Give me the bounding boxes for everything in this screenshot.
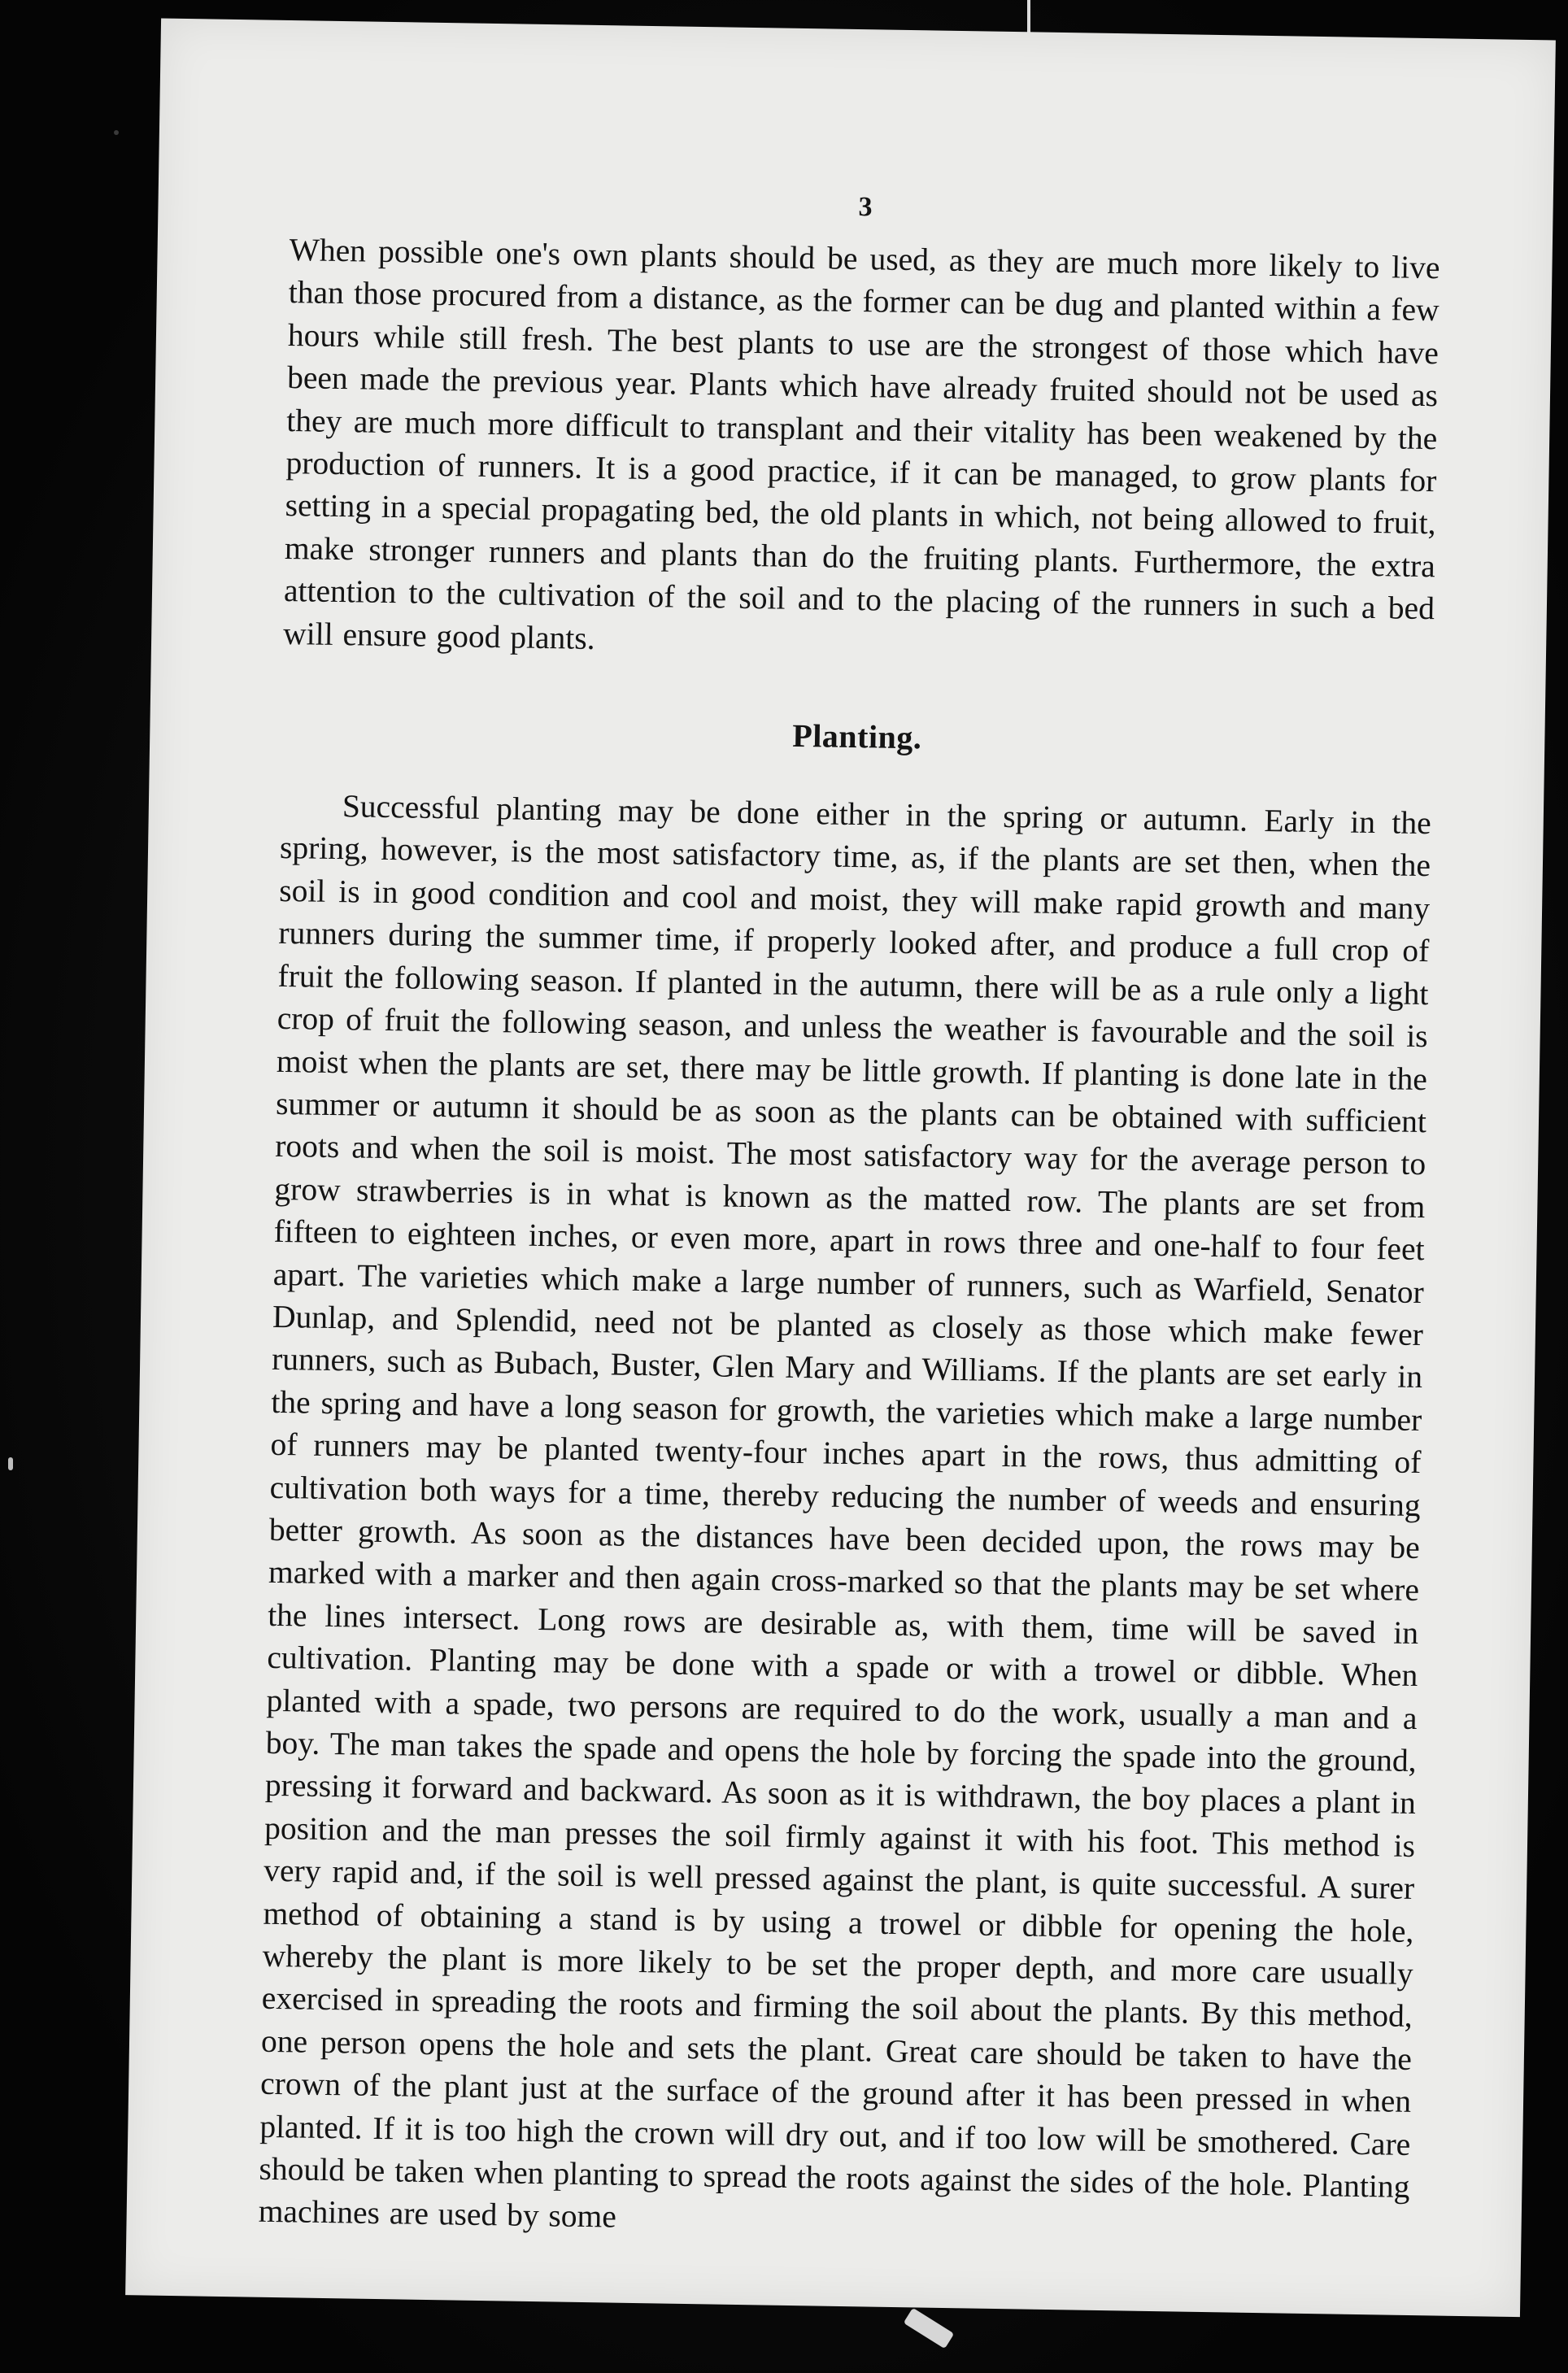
scan-artifact-left [8, 1457, 13, 1470]
scan-artifact-dot [114, 130, 119, 135]
page-content [258, 183, 1440, 2251]
section-heading-planting: Planting. [791, 716, 922, 756]
page-number: 3 [858, 192, 873, 223]
body-paragraph-plants: When possible one's own plants should be used, as they are much more likely to live than those procured from a distance, as the former can be dug and planted within a few hours while still fresh. The best plants to use are the strongest of those which have been made the previous year. Plants which have already fruited should not be used as they are much more difficult to transplant and their vitality has been weakened by the production of runners. It is a good practice, if it can be managed, to grow plants for setting in a special propagating bed, the old plants in which, not being allowed to fruit, make stronger runners and plants than do the fruiting plants. Furthermore, the extra attention to the cultivation of the soil and to the placing of the runners in such a bed will ensure good plants. [282, 232, 1440, 656]
document-page [125, 19, 1556, 2318]
scan-artifact-top [1027, 0, 1030, 36]
body-paragraph-planting: Successful planting may be done either in the spring or autumn. Early in the spring, however, is the most satisfactory time, as, if the plants are set then, when the soil is in good condition and cool and moist, they will make rapid growth and many runners during the summer time, if properly looked after, and produce a full crop of fruit the following season. If planted in the autumn, there will be as a rule only a light crop of fruit the following season, and unless the weather is favourable and the soil is moist when the plants are set, there may be little growth. If planting is done late in the summer or autumn it should be as soon as the plants can be obtained with sufficient roots and when the soil is moist. The most satisfactory way for the average person to grow strawberries is in what is known as the matted row. The plants are set from fifteen to eighteen inches, or even more, apart in rows three and one-half to four feet apart. The varieties which make a large number of runners, such as Warfield, Senator Dunlap, and Splendid, need not be planted as closely as those which make fewer runners, such as Bubach, Buster, Glen Mary and Williams. If the plants are set early in the spring and have a long season for growth, the varieties which make a large number of runners may be planted twenty-four inches apart in the rows, thus admitting of cultivation both ways for a time, thereby reducing the number of weeds and ensuring better growth. As soon as the distances have been decided upon, the rows may be marked with a marker and then again cross-marked so that the plants may be set where the lines intersect. Long rows are desirable as, with them, time will be saved in cultivation. Planting may be done with a spade or with a trowel or dibble. When planted with a spade, two persons are required to do the work, usually a man and a boy. The man takes the spade and opens the hole by forcing the spade into the ground, pressing it forward and backward. As soon as it is withdrawn, the boy places a plant in position and the man presses the soil firmly against it with his foot. This method is very rapid and, if the soil is well pressed against the plant, is quite successful. A surer method of obtaining a stand is by using a trowel or dibble for opening the hole, whereby the plant is more likely to be set the proper depth, and more care usually exercised in spreading the roots and firming the soil about the plants. By this method, one person opens the hole and sets the plant. Great care should be taken to have the crown of the plant just at the surface of the ground after it has been pressed in when planted. If it is too high the crown will dry out, and if too low will be smothered. Care should be taken when planting to spread the roots against the sides of the hole. Planting machines are used by some [258, 788, 1432, 2236]
